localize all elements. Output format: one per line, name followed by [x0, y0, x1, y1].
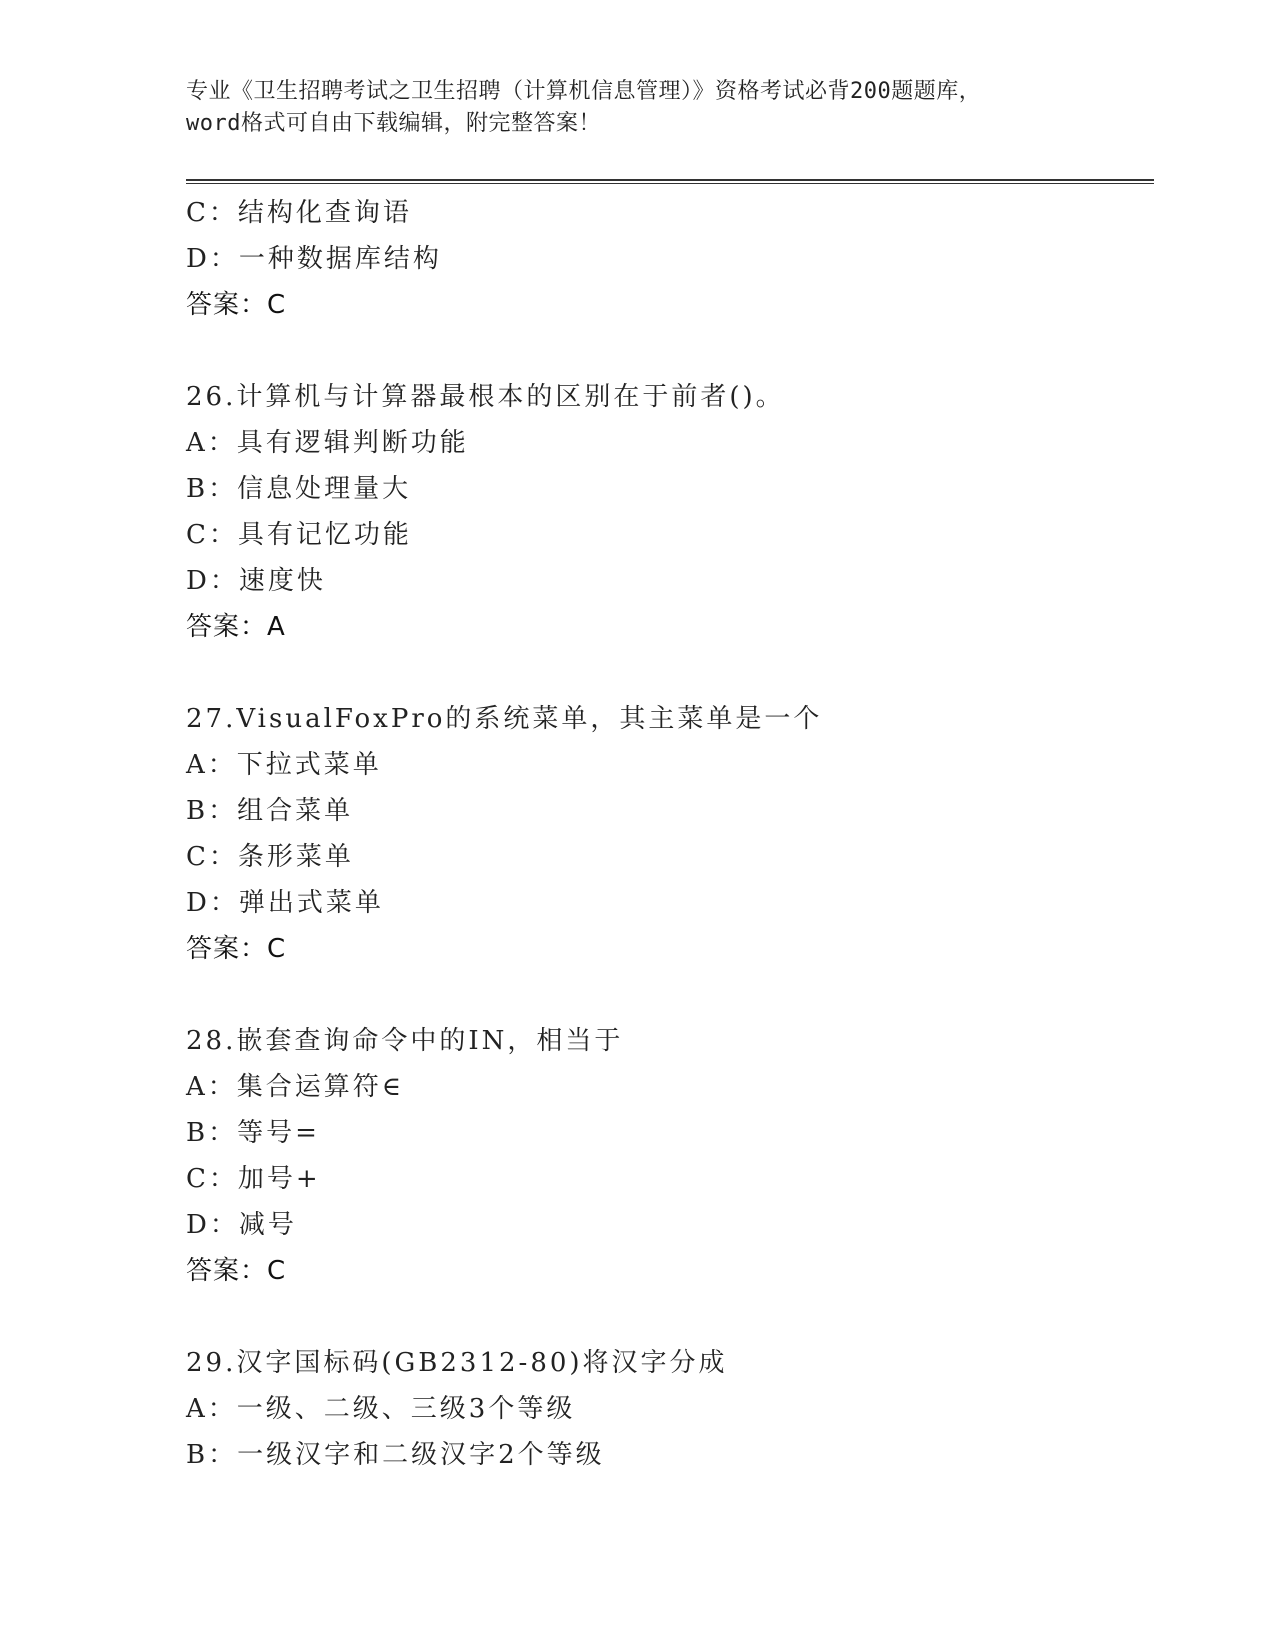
option-a: A：具有逻辑判断功能	[186, 428, 469, 458]
answer-line: 答案：C	[186, 934, 287, 964]
header-line-1: 专业《卫生招聘考试之卫生招聘（计算机信息管理）》资格考试必背200题题库，	[186, 79, 982, 104]
option-b: B：等号=	[186, 1118, 320, 1148]
option-c: C：结构化查询语	[186, 198, 412, 228]
option-b: B：组合菜单	[186, 796, 354, 826]
option-b: B：一级汉字和二级汉字2个等级	[186, 1440, 605, 1470]
option-c: C：加号+	[186, 1164, 321, 1194]
option-d: D：一种数据库结构	[186, 244, 442, 274]
header-divider-thin	[186, 183, 1154, 184]
answer-line: 答案：C	[186, 1256, 287, 1286]
header-line-2: word格式可自由下载编辑，附完整答案！	[186, 111, 601, 136]
option-c: C：具有记忆功能	[186, 520, 412, 550]
spacer	[186, 1294, 1146, 1340]
option-b: B：信息处理量大	[186, 474, 412, 504]
question-list	[186, 190, 1146, 1478]
option-a: A：一级、二级、三级3个等级	[186, 1394, 576, 1424]
question-28-stem: 28.嵌套查询命令中的IN，相当于	[186, 1026, 624, 1056]
option-d: D：减号	[186, 1210, 297, 1240]
option-d: D：弹出式菜单	[186, 888, 384, 918]
question-26-stem: 26.计算机与计算器最根本的区别在于前者()。	[186, 382, 785, 412]
option-d: D：速度快	[186, 566, 326, 596]
option-a: A：下拉式菜单	[186, 750, 382, 780]
spacer	[186, 650, 1146, 696]
question-27-stem: 27.VisualFoxPro的系统菜单，其主菜单是一个	[186, 704, 823, 734]
option-a: A：集合运算符∈	[186, 1072, 405, 1102]
answer-line: 答案：C	[186, 290, 287, 320]
header-divider-thick	[186, 179, 1154, 181]
spacer	[186, 972, 1146, 1018]
option-c: C：条形菜单	[186, 842, 354, 872]
question-29-stem: 29.汉字国标码(GB2312-80)将汉字分成	[186, 1348, 728, 1378]
answer-line: 答案：A	[186, 612, 286, 642]
spacer	[186, 328, 1146, 374]
document-header	[186, 76, 1086, 140]
